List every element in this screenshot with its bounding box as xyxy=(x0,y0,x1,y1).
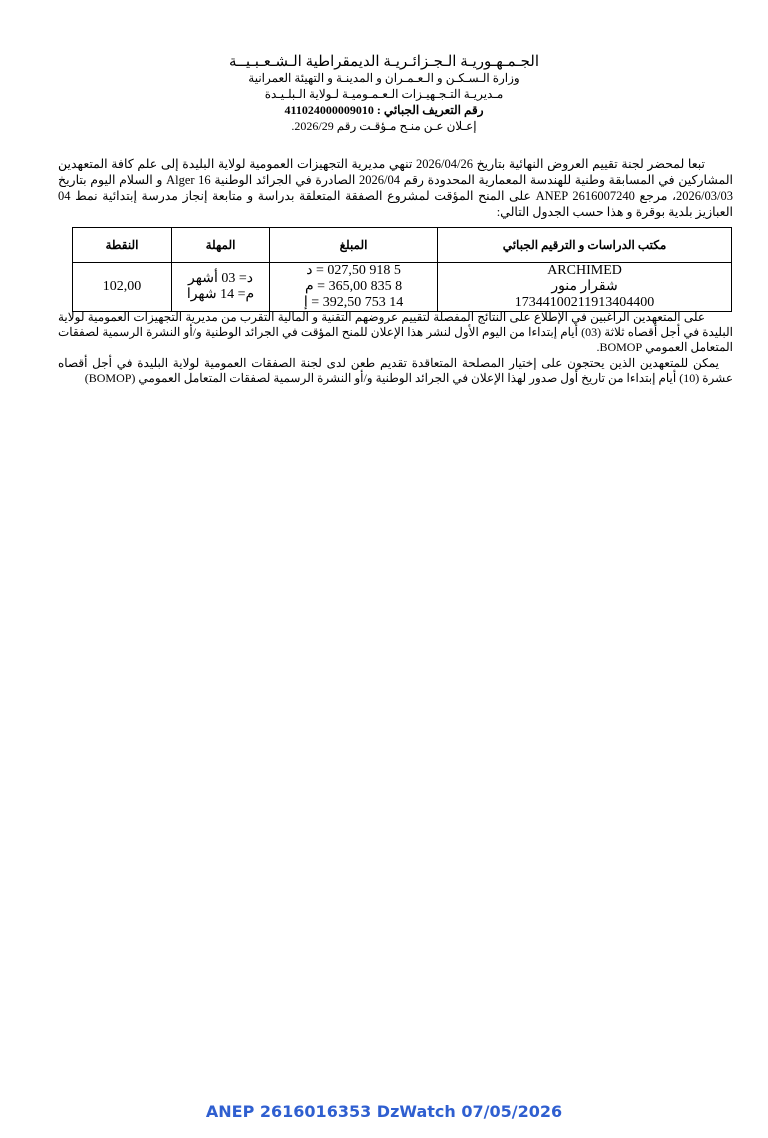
header-score: النقطة xyxy=(73,228,172,263)
amount-followup: 8 835 365,00 = م xyxy=(305,279,403,294)
results-consultation-paragraph: على المتعهدين الراغبين في الإطلاع على النتائج المفصلة لتقييم عروضهم التقنية و المالية التقرب من مديرية التجهيزات العمومية لولاية البليدة في أجل أقصاه ثلاثة (03) أيام إبتداءا من اليوم الأول لنشر هذا الإعلان للمنح المؤقت في الجرائد الوطنية و/أو النشرة الرسمية لصفقات المتعامل العمومي BOMOP. xyxy=(58,310,734,354)
table-header-row xyxy=(73,228,732,263)
notice-title: إعـلان عـن منـح مـؤقـت رقم 2026/29. xyxy=(291,119,477,133)
intro-paragraph: تبعا لمحضر لجنة تقييم العروض النهائية بتاريخ 2026/04/26 تنهي مديرية التجهيزات العمومية لولاية البليدة إلى علم كافة المتعهدين المشاركين في المسابقة وطنية للهندسة المعمارية المحدودة رقم 2026/04 الصادرة في الجرائد الوطنية Alger 16 و السلام اليوم بتاريخ 2026/03/03، مرجع ANEP 2616007240 على المنح المؤقت لمشروع الصفقة المتعلقة بدراسة و متابعة إنجاز مدرسة إبتدائية نمط 04 العبازيز بلدية بوقرة و هذا حسب الجدول التالي: xyxy=(58,157,734,219)
tax-id-line xyxy=(0,102,768,118)
tax-id-value: 411024000009010 xyxy=(284,103,374,117)
delay-study: د= 03 أشهر xyxy=(188,271,253,286)
delay-cell xyxy=(171,263,269,312)
table-row xyxy=(73,263,732,312)
document-header xyxy=(0,54,768,134)
delay-followup: م= 14 شهرا xyxy=(186,287,255,302)
amount-total: 14 753 392,50 = إ xyxy=(303,295,404,310)
appeal-paragraph: يمكن للمتعهدين الذين يحتجون على إختيار المصلحة المتعاقدة تقديم طعن لدى لجنة الصفقات العمومية لولاية البليدة في أجل أقصاه عشرة (10) أيام إبتداءا من تاريخ أول صدور لهذا الإعلان في الجرائد الوطنية و/أو النشرة الرسمية لصفقات المتعامل العمومي (BOMOP) xyxy=(58,356,733,385)
tax-id-label: رقم التعريف الجبائي : xyxy=(376,103,484,117)
firm-name: ARCHIMED xyxy=(547,263,622,278)
firm-tax-id: 17344100211913404400 xyxy=(514,295,655,310)
firm-owner: شقرار منور xyxy=(551,279,618,294)
firm-cell xyxy=(438,263,732,312)
score-cell: 102,00 xyxy=(73,263,172,312)
directorate-name: مـديريـة التـجـهيـزات الـعـمـوميـة لـولاية الـبلـيـدة xyxy=(264,87,504,101)
republic-title: الجـمـهـوريـة الـجـزائـريـة الديمقراطية الـشـعـبـيــة xyxy=(229,54,539,70)
header-delay: المهلة xyxy=(171,228,269,263)
ministry-name: وزارة الـسـكـن و الـعـمـران و المدينـة و التهيئة العمرانية xyxy=(248,71,520,85)
footer-reference: ANEP 2616016353 DzWatch 07/05/2026 xyxy=(205,1102,563,1121)
amount-study: 5 918 027,50 = د xyxy=(306,263,401,278)
award-table xyxy=(72,227,732,312)
header-amount: المبلغ xyxy=(270,228,438,263)
header-firm: مكتب الدراسات و الترقيم الجبائي xyxy=(438,228,732,263)
amount-cell xyxy=(270,263,438,312)
